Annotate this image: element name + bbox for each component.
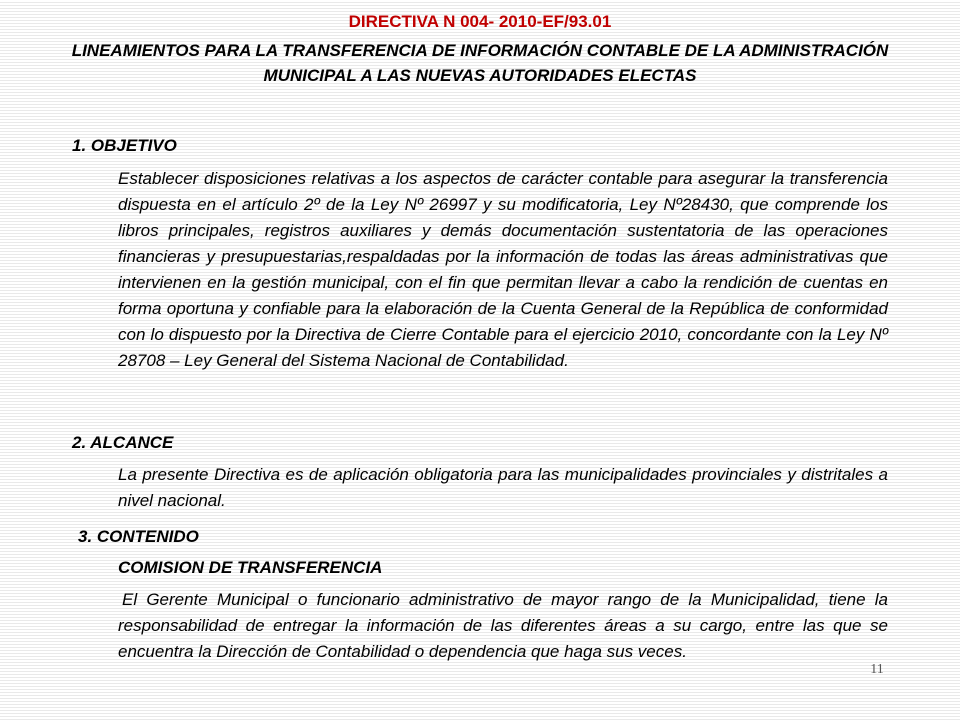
section-text-contenido: El Gerente Municipal o funcionario administrativo de mayor rango de la Municipalidad, tiene la responsabilidad de entregar la información de las diferentes áreas a su cargo, entre las que se encuentra la Dirección de Contabilidad o dependencia que haga sus veces. <box>118 590 888 661</box>
directive-number: DIRECTIVA N 004- 2010-EF/93.01 <box>348 12 612 31</box>
subheading-comision: COMISION DE TRANSFERENCIA <box>118 558 383 577</box>
section-text-objetivo: Establecer disposiciones relativas a los aspectos de carácter contable para asegurar la transferencia dispuesta en el artículo 2º de la Ley Nº 26997 y su modificatoria, Ley Nº28430, que comprende los libros principales, registros auxiliares y demás documentación sustentatoria de las operaciones financieras y presupuestarias,respaldadas por la información de todas las áreas administrativas que intervienen en la gestión municipal, con el fin que permitan llevar a cabo la rendición de cuentas en forma oportuna y confiable para la elaboración de la Cuenta General de la República de conformidad con lo dispuesto por la Directiva de Cierre Contable para el ejercicio 2010, concordante con la Ley Nº 28708 – Ley General del Sistema Nacional de Contabilidad. <box>118 169 888 370</box>
page-number: 11 <box>870 662 884 677</box>
document-title: LINEAMIENTOS PARA LA TRANSFERENCIA DE INFORMACIÓN CONTABLE DE LA ADMINISTRACIÓN MUNICIPAL A LAS NUEVAS AUTORIDADES ELECTAS <box>71 41 889 85</box>
section-heading-objetivo: 1. OBJETIVO <box>72 136 177 155</box>
section-heading-alcance: 2. ALCANCE <box>72 433 174 452</box>
section-heading-contenido: 3. CONTENIDO <box>78 527 199 546</box>
section-text-alcance: La presente Directiva es de aplicación obligatoria para las municipalidades provinciales y distritales a nivel nacional. <box>118 465 888 510</box>
